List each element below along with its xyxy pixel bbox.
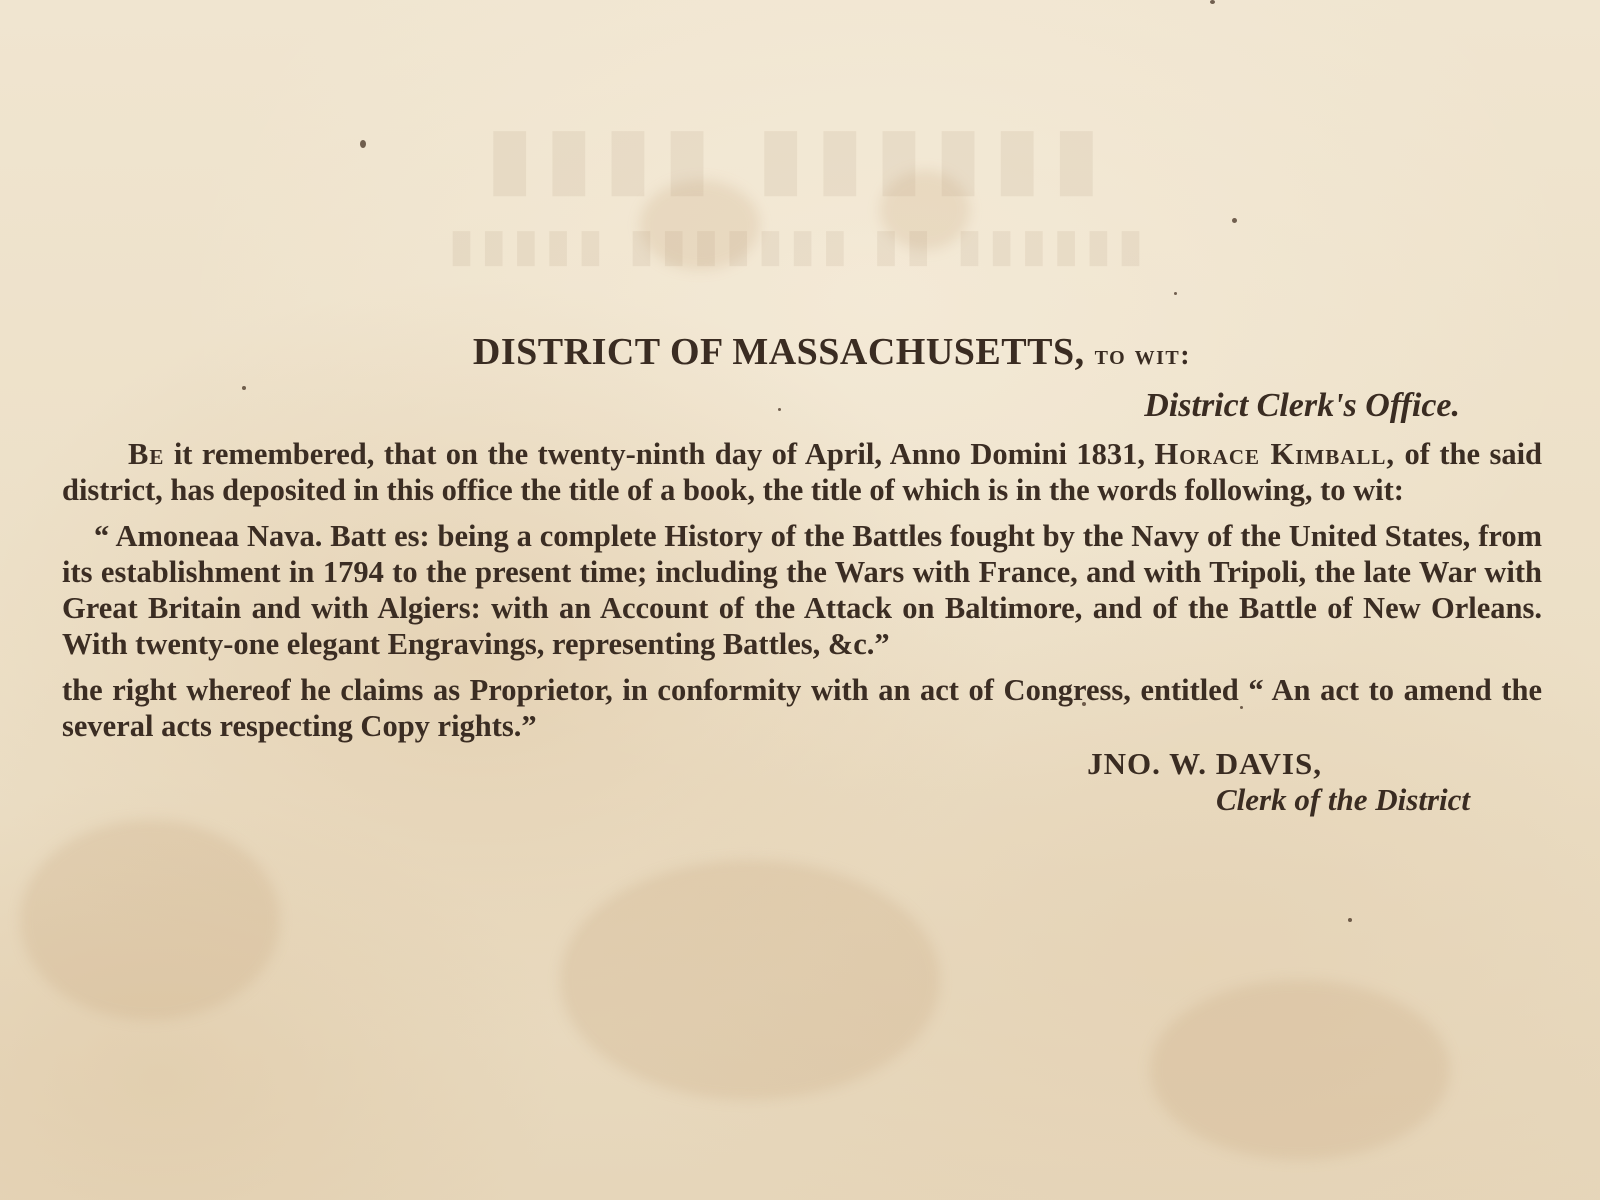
paper-speck bbox=[1348, 918, 1352, 922]
paragraph-deposit-text-2: of the said district, has deposited in this office the title of a book, the title of which is in the words following, to wit: bbox=[62, 437, 1543, 507]
paper-stain bbox=[1150, 980, 1450, 1160]
rights-paragraph: the right whereof he claims as Proprietor, in conformity with an act of Congress, entitled “ An act to amend the several acts respecting Copy rights.” bbox=[62, 673, 1542, 743]
show-through-mark: ▮▮▮▮▮ ▮▮▮▮▮▮▮ ▮▮ ▮▮▮▮▮▮ bbox=[449, 221, 1151, 270]
paper-stain bbox=[560, 860, 940, 1100]
paper-speck bbox=[1174, 292, 1177, 295]
signer-title: Clerk of the District bbox=[1215, 782, 1470, 817]
paragraph-deposit bbox=[62, 436, 1542, 508]
paper-speck bbox=[360, 140, 366, 148]
depositor-name: Horace Kimball, bbox=[1154, 437, 1396, 471]
district-heading bbox=[62, 330, 1542, 378]
clerk-office-line: District Clerk's Office. bbox=[1144, 387, 1460, 424]
show-through-mark: ▮▮▮▮ ▮▮▮▮▮▮ bbox=[487, 112, 1113, 203]
copyright-notice bbox=[62, 330, 1542, 818]
paper-stain bbox=[640, 180, 760, 270]
paper-speck bbox=[1232, 218, 1237, 223]
book-title-paragraph: “ Amoneaa Nava. Batt es: being a complete History of the Battles fought by the Navy of the United States, from its establishment in 1794 to the present time; including the Wars with France, and with Tripoli, the late War with Great Britain and with Algiers: with an Account of the Attack on Baltimore, and of the Battle of New Orleans. With twenty-one elegant Engravings, representing Battles, &c.” bbox=[62, 519, 1542, 661]
paper-stain bbox=[880, 170, 970, 250]
paragraph-deposit-text-1: it remembered, that on the twenty-ninth day of April, Anno Domini 1831, bbox=[173, 437, 1146, 471]
paper-stain bbox=[20, 820, 280, 1020]
district-heading-sub: to wit: bbox=[1094, 340, 1192, 371]
paper-speck bbox=[1210, 0, 1215, 4]
signer-name: JNO. W. DAVIS, bbox=[1087, 746, 1322, 781]
paragraph-lead-word: Be bbox=[128, 437, 165, 471]
district-heading-main: DISTRICT OF MASSACHUSETTS, bbox=[472, 331, 1085, 373]
